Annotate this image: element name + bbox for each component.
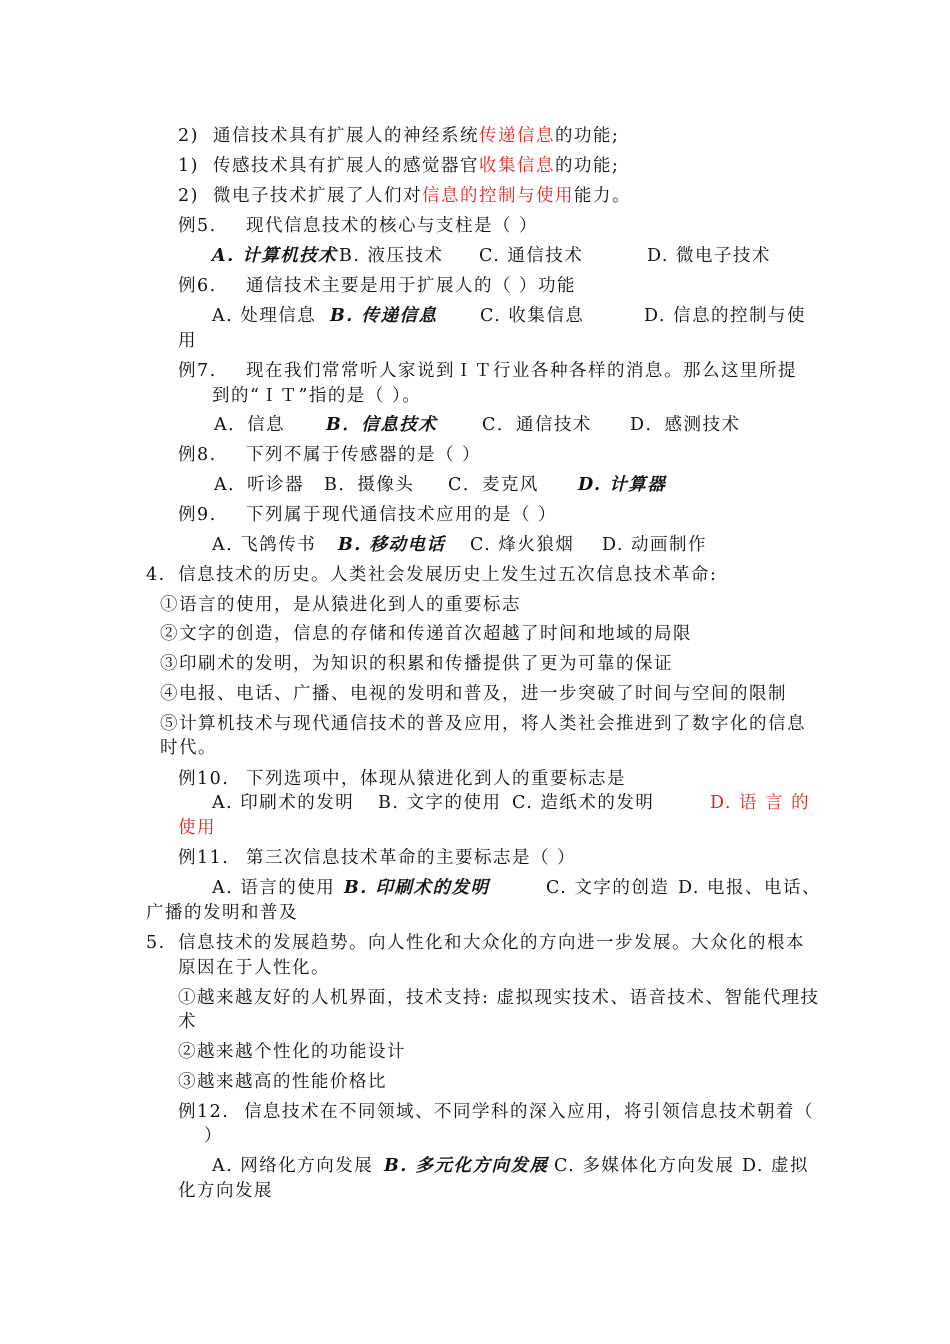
list-item: ③印刷术的发明，为知识的积累和传播提供了更为可靠的保证 xyxy=(160,654,673,674)
highlight-text: 信息的控制与使用 xyxy=(422,186,574,206)
question-line: 例9. 下列属于现代通信技术应用的是（ ） xyxy=(178,505,558,525)
option: B. 液压技术 xyxy=(339,246,444,266)
option: A．听诊器 xyxy=(214,475,305,495)
options-line xyxy=(212,791,810,815)
option: C. 烽火狼烟 xyxy=(470,535,575,555)
option: C. 收集信息 xyxy=(480,306,585,326)
option: A. 网络化方向发展 xyxy=(212,1156,374,1176)
answer-option: B．信息技术 xyxy=(326,415,438,435)
text-line: 使用 xyxy=(178,818,216,838)
option: B．摄像头 xyxy=(324,475,415,495)
list-item: ①语言的使用，是从猿进化到人的重要标志 xyxy=(160,595,521,615)
question-line: 例5. 现代信息技术的核心与支柱是（ ） xyxy=(178,216,539,236)
option: A．信息 xyxy=(214,415,286,435)
option: D. 虚拟 xyxy=(742,1156,810,1176)
list-item: ⑤计算机技术与现代通信技术的普及应用，将人类社会推进到了数字化的信息 xyxy=(160,714,806,734)
section-heading: 4. 信息技术的历史。人类社会发展历史上发生过五次信息技术革命: xyxy=(146,565,718,585)
answer-option: B. 印刷术的发明 xyxy=(344,878,490,898)
option: C. 造纸术的发明 xyxy=(512,793,655,813)
option: A. 印刷术的发明 xyxy=(212,793,355,813)
question-number: 例5. xyxy=(178,216,217,236)
question-line: 例10. 下列选项中，体现从猿进化到人的重要标志是 xyxy=(178,769,626,789)
option: C. 多媒体化方向发展 xyxy=(554,1156,735,1176)
question-line: 例12. 信息技术在不同领域、不同学科的深入应用，将引领信息技术朝着（ xyxy=(178,1102,814,1122)
list-item: ③越来越高的性能价格比 xyxy=(178,1072,387,1092)
text-line: 到的“ＩＴ”指的是（ ）。 xyxy=(212,386,422,406)
text-line: 化方向发展 xyxy=(178,1181,273,1201)
list-number: 1) xyxy=(178,156,199,176)
question-number: 例7. xyxy=(178,361,217,381)
highlight-text: 传递信息 xyxy=(479,126,555,146)
answer-option: B. 传递信息 xyxy=(330,306,438,326)
answer-option: B. 多元化方向发展 xyxy=(384,1156,549,1176)
question-line: 例8. 下列不属于传感器的是（ ） xyxy=(178,445,482,465)
question-number: 例6. xyxy=(178,276,217,296)
option: A. 飞鸽传书 xyxy=(212,535,317,555)
list-number: 2) xyxy=(178,126,199,146)
list-item: ②文字的创造，信息的存储和传递首次超越了时间和地域的局限 xyxy=(160,624,692,644)
options-line xyxy=(212,533,707,557)
option: C. 文字的创造 xyxy=(546,878,670,898)
answer-option: B. 移动电话 xyxy=(338,535,446,555)
list-number: 2) xyxy=(178,186,199,206)
text-line: 原因在于人性化。 xyxy=(178,958,330,978)
section-number: 5. xyxy=(146,933,166,953)
option: A. 语言的使用 xyxy=(212,878,336,898)
answer-option: D. 语 言 的 xyxy=(710,793,811,813)
option: D. 微电子技术 xyxy=(647,246,772,266)
option: C. 通信技术 xyxy=(479,246,584,266)
text-line: 时代。 xyxy=(160,738,217,758)
options-line xyxy=(212,1154,809,1178)
question-line: 例6. 通信技术主要是用于扩展人的（ ）功能 xyxy=(178,276,577,296)
options-line xyxy=(212,304,806,328)
text-line: 用 xyxy=(178,331,197,351)
option: D. 动画制作 xyxy=(602,535,708,555)
list-item: ④电报、电话、广播、电视的发明和普及，进一步突破了时间与空间的限制 xyxy=(160,684,787,704)
text-line: 2) 通信技术具有扩展人的神经系统传递信息的功能; xyxy=(178,126,620,146)
question-line: 例7. 现在我们常常听人家说到ＩＴ行业各种各样的消息。那么这里所提 xyxy=(178,361,797,381)
text-line: 1) 传感技术具有扩展人的感觉器官收集信息的功能; xyxy=(178,156,620,176)
option: D．感测技术 xyxy=(630,415,741,435)
option: A. 处理信息 xyxy=(212,306,317,326)
answer-option: D. 计算器 xyxy=(578,475,667,495)
options-line xyxy=(212,876,821,900)
question-line: 例11. 第三次信息技术革命的主要标志是（ ） xyxy=(178,848,577,868)
question-number: 例10. xyxy=(178,769,230,789)
options-line xyxy=(212,244,771,268)
question-number: 例8. xyxy=(178,445,217,465)
answer-option: A. 计算机技术 xyxy=(212,246,338,266)
option: D. 信息的控制与使 xyxy=(644,306,807,326)
text-line: 2) 微电子技术扩展了人们对信息的控制与使用能力。 xyxy=(178,186,631,206)
options-line xyxy=(214,473,666,497)
list-item: ①越来越友好的人机界面，技术支持: 虚拟现实技术、语音技术、智能代理技 xyxy=(178,988,820,1008)
text-line: 术 xyxy=(178,1012,197,1032)
options-line xyxy=(214,413,741,437)
list-item: ②越来越个性化的功能设计 xyxy=(178,1042,406,1062)
text-line: ） xyxy=(204,1126,223,1146)
option: D. 电报、电话、 xyxy=(678,878,822,898)
option: C．麦克风 xyxy=(448,475,539,495)
section-number: 4. xyxy=(146,565,166,585)
option: C．通信技术 xyxy=(482,415,592,435)
section-heading: 5. 信息技术的发展趋势。向人性化和大众化的方向进一步发展。大众化的根本 xyxy=(146,933,805,953)
highlight-text: 收集信息 xyxy=(479,156,555,176)
option: B. 文字的使用 xyxy=(378,793,502,813)
text-line: 广播的发明和普及 xyxy=(146,903,298,923)
question-number: 例11. xyxy=(178,848,230,868)
question-number: 例12. xyxy=(178,1102,230,1122)
question-number: 例9. xyxy=(178,505,217,525)
